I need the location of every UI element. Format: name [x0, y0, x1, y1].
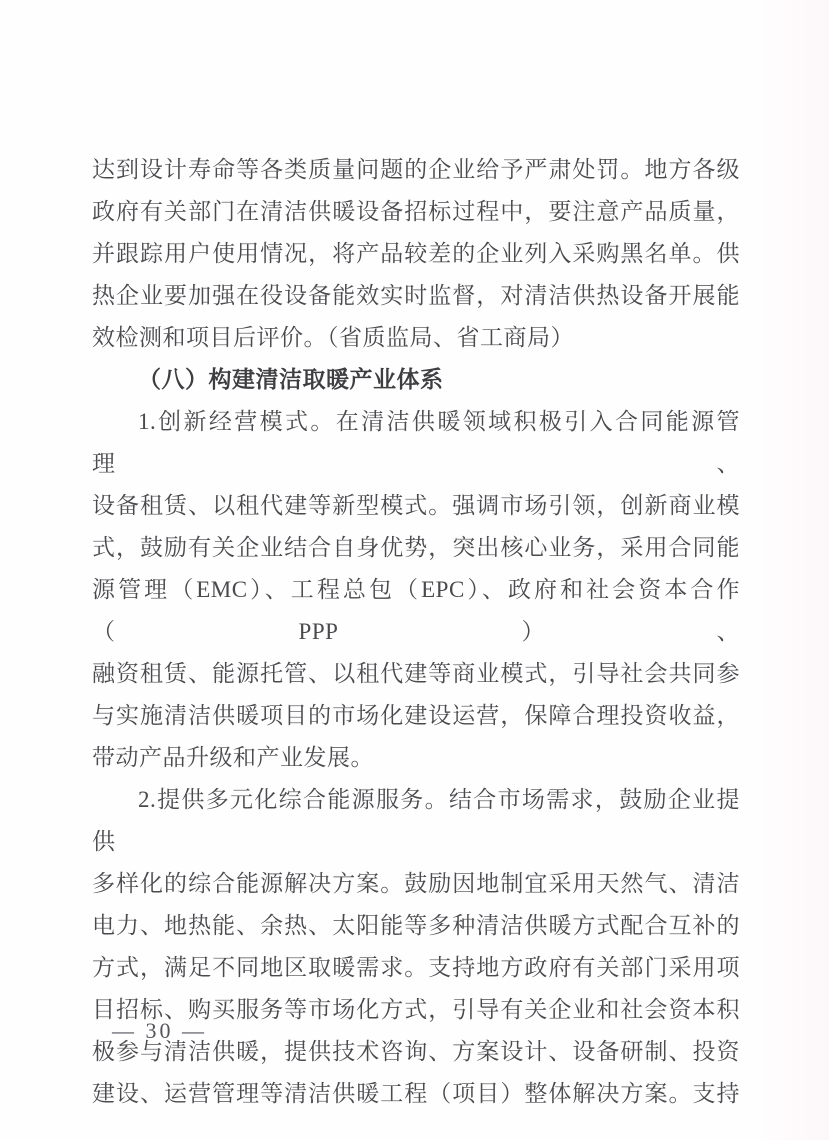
paragraph-2-integrated-energy-services: [92, 779, 740, 1115]
text-line: 政府有关部门在清洁供暖设备招标过程中，要注意产品质量，: [92, 199, 740, 224]
page-number: — 30 —: [112, 1018, 207, 1043]
text-line: （八）构建清洁取暖产业体系: [138, 367, 444, 392]
text-line: 极参与清洁供暖，提供技术咨询、方案设计、设备研制、投资: [92, 1039, 740, 1064]
text-line: 目招标、购买服务等市场化方式，引导有关企业和社会资本积: [92, 997, 740, 1022]
text-line: 建设、运营管理等清洁供暖工程（项目）整体解决方案。支持: [92, 1081, 740, 1106]
scan-edge-tint: [757, 0, 829, 1140]
text-line: 电力、地热能、余热、太阳能等多种清洁供暖方式配合互补的: [92, 913, 740, 938]
text-line: 带动产品升级和产业发展。: [92, 745, 374, 770]
text-line: 融资租赁、能源托管、以租代建等商业模式，引导社会共同参: [92, 661, 740, 686]
text-line: 方式，满足不同地区取暖需求。支持地方政府有关部门采用项: [92, 955, 740, 980]
text-line: 多样化的综合能源解决方案。鼓励因地制宜采用天然气、清洁: [92, 871, 740, 896]
text-line: 与实施清洁供暖项目的市场化建设运营，保障合理投资收益，: [92, 703, 740, 728]
text-line: 设备租赁、以租代建等新型模式。强调市场引领，创新商业模: [92, 493, 740, 518]
text-line: 并跟踪用户使用情况，将产品较差的企业列入采购黑名单。供: [92, 241, 740, 266]
paragraph-1-business-models: [92, 401, 740, 779]
text-line: 式，鼓励有关企业结合自身优势，突出核心业务，采用合同能: [92, 535, 740, 560]
document-body: [92, 149, 740, 1115]
text-line: 热企业要加强在役设备能效实时监督，对清洁供热设备开展能: [92, 283, 740, 308]
text-line: 2.提供多元化综合能源服务。结合市场需求，鼓励企业提供: [92, 787, 740, 854]
section-heading-eight: [92, 359, 740, 401]
text-line: 1.创新经营模式。在清洁供暖领域积极引入合同能源管理、: [92, 409, 740, 476]
text-line: 源管理（EMC）、工程总包（EPC）、政府和社会资本合作（PPP）、: [92, 577, 740, 644]
text-line: 达到设计寿命等各类质量问题的企业给予严肃处罚。地方各级: [92, 157, 740, 182]
text-line: 效检测和项目后评价。（省质监局、省工商局）: [92, 325, 574, 350]
paragraph-quality-supervision: [92, 149, 740, 359]
